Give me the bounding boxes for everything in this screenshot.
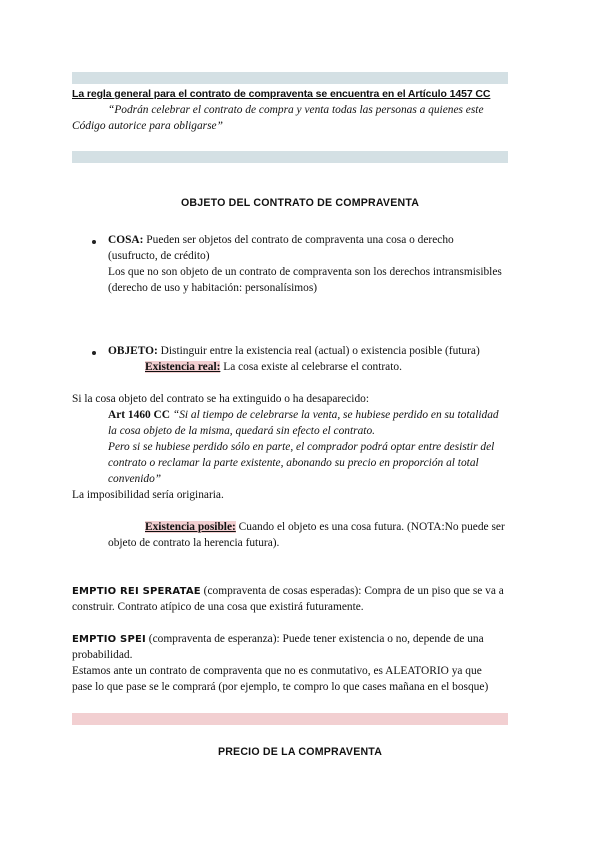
- art1460-line5: convenido”: [108, 473, 162, 485]
- intro-quote-line1: “Podrán celebrar el contrato de compra y venta todas las personas a quienes este: [108, 104, 484, 116]
- divider-band: [72, 72, 508, 84]
- objeto-real-line: [145, 360, 402, 376]
- intro-title: La regla general para el contrato de compraventa se encuentra en el Artículo 1457 CC: [72, 88, 491, 100]
- existencia-posible-line1: [145, 520, 505, 536]
- emptio-rei-text1: (compraventa de cosas esperadas): Compra de un piso que se va a: [200, 585, 504, 597]
- emptio-spei-line4: pase lo que pase se le comprará (por ejemplo, te compro lo que cases mañana en el bosque): [72, 681, 489, 693]
- emptio-spei-label: EMPTIO SPEI: [72, 634, 146, 645]
- emptio-spei-line3: Estamos ante un contrato de compraventa que no es conmutativo, es ALEATORIO ya que: [72, 665, 482, 677]
- intro-quote-line2: Código autorice para obligarse”: [72, 120, 223, 132]
- art1460-label: Art 1460 CC: [108, 409, 171, 421]
- section-heading-objeto: OBJETO DEL CONTRATO DE COMPRAVENTA: [180, 197, 420, 209]
- cosa-line3: Los que no son objeto de un contrato de compraventa son los derechos intransmisibles: [108, 266, 502, 278]
- section-heading-precio: PRECIO DE LA COMPRAVENTA: [217, 746, 383, 758]
- divider-band: [72, 151, 508, 163]
- emptio-rei-label: EMPTIO REI SPERATAE: [72, 586, 201, 597]
- emptio-rei-line1: [72, 584, 504, 600]
- existencia-posible-line2: objeto de contrato la herencia futura).: [108, 537, 280, 549]
- divider-band: [72, 713, 508, 725]
- cosa-text1: Pueden ser objetos del contrato de compraventa una cosa o derecho: [143, 234, 454, 246]
- cosa-line2: (usufructo, de crédito): [108, 250, 210, 262]
- extinguido-intro: Si la cosa objeto del contrato se ha extinguido o ha desaparecido:: [72, 393, 370, 405]
- emptio-spei-line1: [72, 632, 484, 648]
- art1460-line1: [108, 408, 499, 424]
- existencia-real-text: La cosa existe al celebrarse el contrato.: [220, 361, 402, 373]
- cosa-label: COSA:: [108, 234, 144, 246]
- art1460-line2: la cosa objeto de la misma, quedará sin efecto el contrato.: [108, 425, 376, 437]
- imposibilidad-text: La imposibilidad sería originaria.: [72, 489, 224, 501]
- emptio-spei-text1: (compraventa de esperanza): Puede tener existencia o no, depende de una: [145, 633, 484, 645]
- cosa-line4: (derecho de uso y habitación: personalísimos): [108, 282, 318, 294]
- emptio-rei-line2: construir. Contrato atípico de una cosa que existirá futuramente.: [72, 601, 364, 613]
- existencia-posible-text1: Cuando el objeto es una cosa futura. (NOTA:No puede ser: [235, 521, 505, 533]
- art1460-line4: contrato o reclamar la parte existente, abonando su precio en proporción al total: [108, 457, 479, 469]
- existencia-posible-label: Existencia posible:: [145, 521, 236, 533]
- objeto-label: OBJETO:: [108, 345, 158, 357]
- emptio-spei-line2: probabilidad.: [72, 649, 133, 661]
- bullet-icon: [92, 240, 96, 244]
- objeto-line1: [108, 344, 480, 360]
- existencia-real-label: Existencia real:: [145, 361, 221, 373]
- bullet-icon: [92, 351, 96, 355]
- cosa-line1: [108, 233, 454, 249]
- art1460-text1: “Si al tiempo de celebrarse la venta, se hubiese perdido en su totalidad: [170, 409, 499, 421]
- art1460-line3: Pero si se hubiese perdido sólo en parte, el comprador podrá optar entre desistir del: [108, 441, 495, 453]
- objeto-text1: Distinguir entre la existencia real (actual) o existencia posible (futura): [157, 345, 480, 357]
